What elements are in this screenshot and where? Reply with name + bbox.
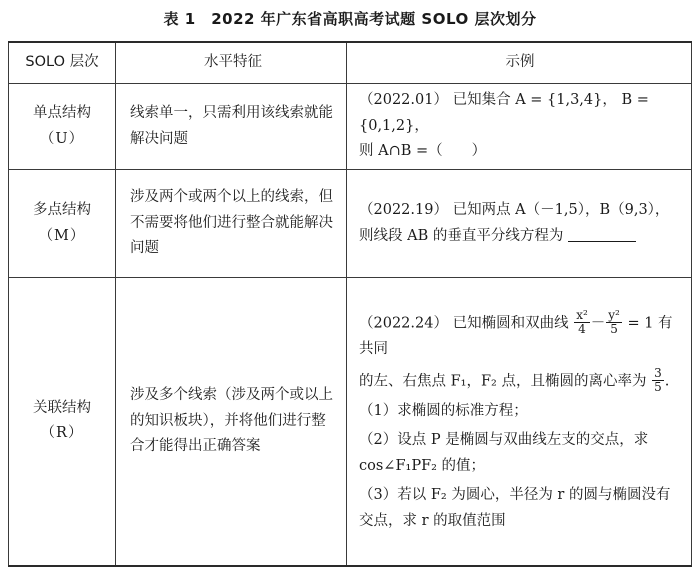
equation-tail: = 1 有共同 <box>359 314 673 358</box>
example-foci-text: 的左、右焦点 F₁，F₂ 点，且椭圆的离心率为 <box>359 372 647 389</box>
fraction-x2-over-4: $\frac{\text{x²}}{4}$ <box>576 307 588 337</box>
level-cell <box>9 170 116 278</box>
example-tag: （2022.24） <box>359 314 448 331</box>
level-cell <box>9 84 116 170</box>
fraction-eccentricity: $\frac{3}{5}$ <box>654 365 662 395</box>
table-row-multistructural <box>9 170 692 278</box>
header-feature: 水平特征 <box>116 42 347 84</box>
example-question: 则 A∩B =（ ） <box>359 143 487 160</box>
example-cell <box>347 84 692 170</box>
sub-question-1: （1）求椭圆的标准方程； <box>359 403 528 420</box>
sub-question-2: （2）设点 P 是椭圆与双曲线左支的交点，求 cos∠F₁PF₂ 的值； <box>359 432 649 474</box>
minus-sign: － <box>590 314 606 331</box>
example-intro: 已知椭圆和双曲线 <box>452 314 569 331</box>
feature-cell: 涉及多个线索（涉及两个或以上的知识板块），并将他们进行整合才能得出正确答案 <box>116 278 347 566</box>
example-line-1 <box>359 309 681 363</box>
example-tag: （2022.19） <box>359 202 448 219</box>
answer-blank <box>568 227 636 242</box>
example-tag: （2022.01） <box>359 92 448 109</box>
table-row-relational <box>9 278 692 566</box>
example-cell <box>347 278 692 566</box>
table-header-row <box>9 42 692 84</box>
table-row-unistructural <box>9 84 692 170</box>
fraction-y2-over-5: $\frac{\text{y²}}{5}$ <box>608 307 620 337</box>
sub-question-3: （3）若以 F₂ 为圆心，半径为 r 的圆与椭圆没有交点，求 r 的取值范围 <box>359 487 671 529</box>
level-name: 单点结构 <box>33 105 91 122</box>
table-caption: 表 1 2022 年广东省高职高考试题 SOLO 层次划分 <box>163 10 537 28</box>
solo-level-table <box>8 41 692 567</box>
period: . <box>664 372 670 389</box>
example-text: 已知两点 A（－1,5），B（9,3），则线段 AB 的垂直平分线方程为 <box>359 202 670 244</box>
level-code: （M） <box>38 227 86 244</box>
example-text: 已知集合 <box>452 92 511 109</box>
example-line-2 <box>359 367 681 396</box>
example-set-a: A = {1,3,4}， <box>515 92 617 109</box>
header-example: 示例 <box>347 42 692 84</box>
level-name: 关联结构 <box>33 399 91 416</box>
level-code: （R） <box>40 425 84 442</box>
example-set-b: B = {0,1,2}， <box>359 92 649 134</box>
feature-cell: 线索单一，只需利用该线索就能解决问题 <box>116 84 347 170</box>
level-cell <box>9 278 116 566</box>
feature-cell: 涉及两个或两个以上的线索，但不需要将他们进行整合就能解决问题 <box>116 170 347 278</box>
level-name: 多点结构 <box>33 202 91 219</box>
header-solo-level: SOLO 层次 <box>9 42 116 84</box>
example-cell <box>347 170 692 278</box>
level-code: （U） <box>39 130 85 147</box>
